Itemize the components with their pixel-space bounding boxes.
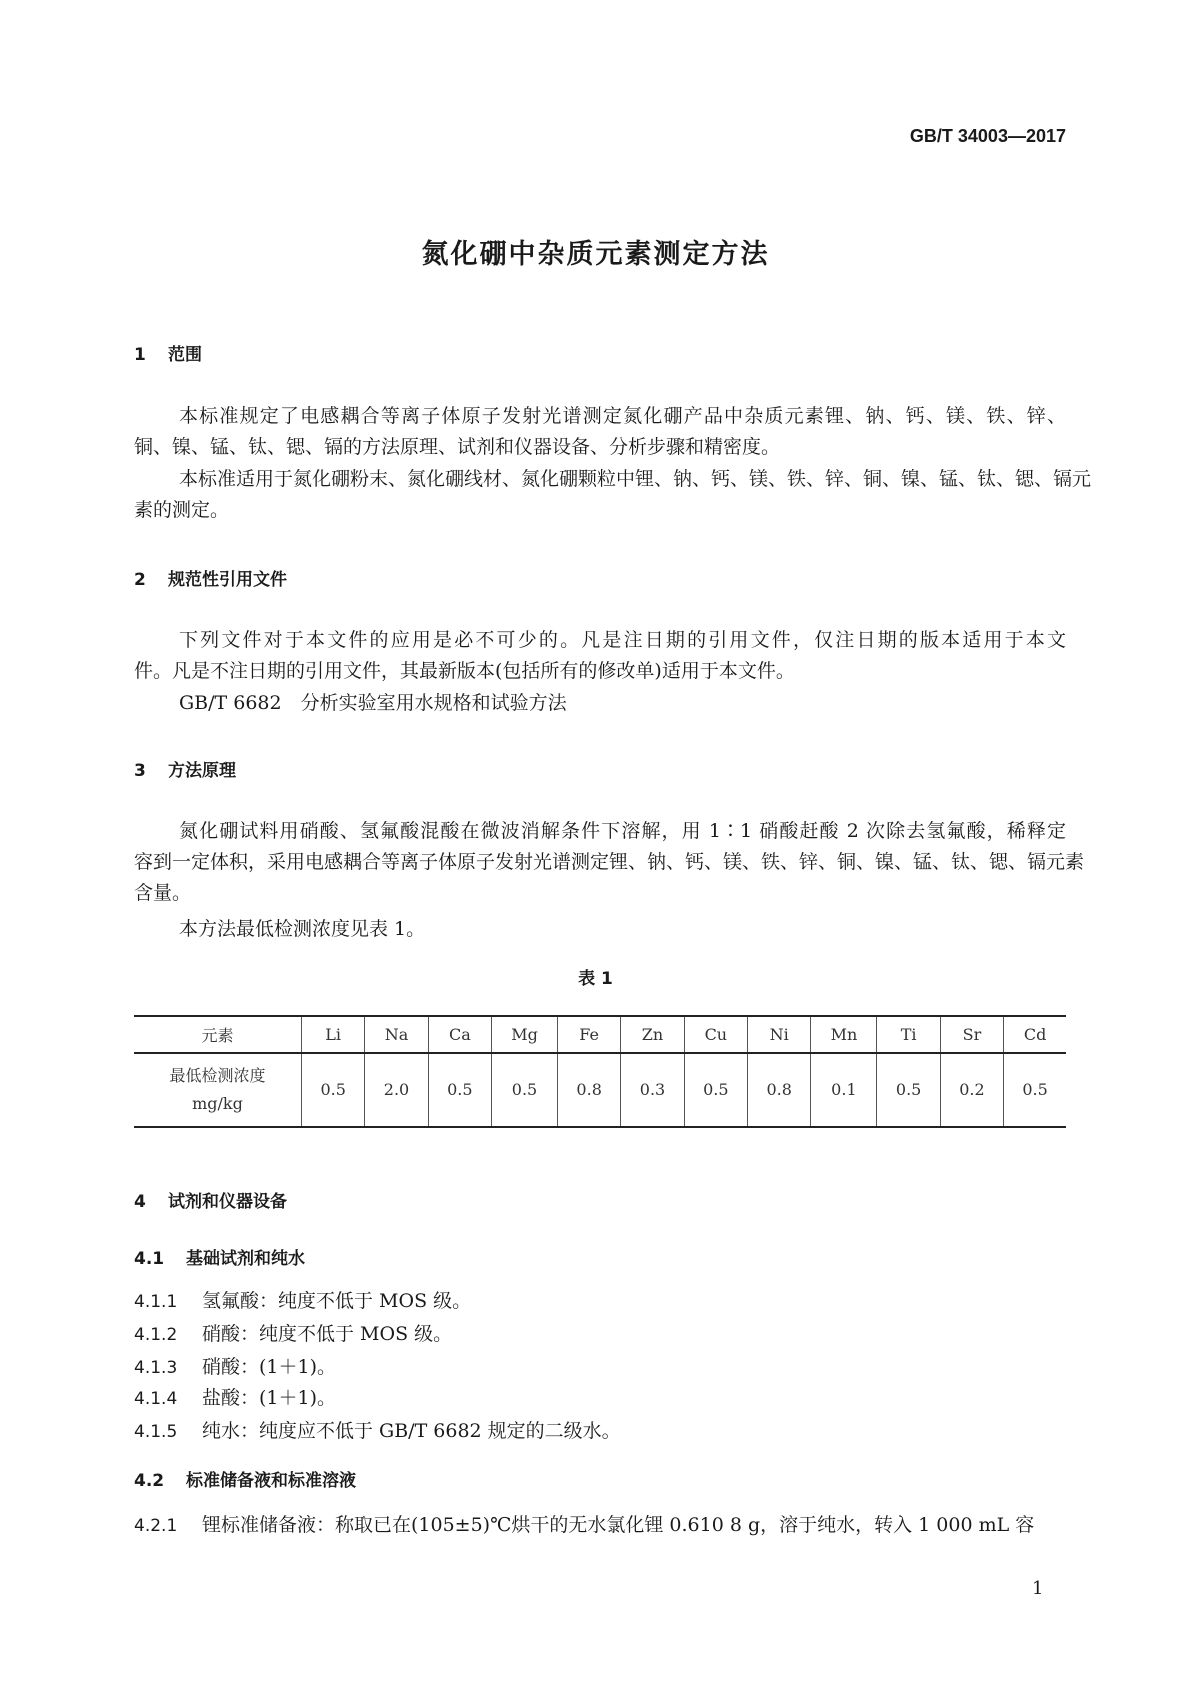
item-text: 盐酸：(1＋1)。	[202, 1387, 337, 1409]
subsection-heading-4-2	[134, 1466, 356, 1491]
header-cell: Zn	[621, 1016, 684, 1053]
item-text: 锂标准储备液：称取已在(105±5)℃烘干的无水氯化锂 0.610 8 g，溶于纯水，转入 1 000 mL 容	[202, 1514, 1035, 1536]
header-cell: Ti	[877, 1016, 940, 1053]
subsection-title: 标准储备液和标准溶液	[186, 1471, 356, 1491]
item-text: 硝酸：(1＋1)。	[202, 1356, 337, 1378]
section-number: 4	[134, 1192, 146, 1212]
value-cell: 0.1	[811, 1053, 877, 1127]
item-number: 4.1.4	[134, 1389, 178, 1409]
item-number: 4.1.2	[134, 1325, 178, 1345]
header-cell: Li	[302, 1016, 365, 1053]
paragraph-line: 本标准适用于氮化硼粉末、氮化硼线材、氮化硼颗粒中锂、钠、钙、镁、铁、锌、铜、镍、锰、钛、锶、镉元	[179, 468, 1092, 490]
header-cell: Sr	[940, 1016, 1003, 1053]
subsection-number: 4.2	[134, 1471, 165, 1491]
section-heading-4	[134, 1187, 287, 1212]
list-item	[134, 1289, 1066, 1313]
header-cell: Ca	[428, 1016, 491, 1053]
header-cell: Na	[365, 1016, 428, 1053]
item-text: 氢氟酸：纯度不低于 MOS 级。	[202, 1290, 472, 1312]
row-label-cell	[134, 1053, 302, 1127]
item-number: 4.2.1	[134, 1516, 178, 1536]
subsection-number: 4.1	[134, 1249, 165, 1269]
paragraph-line: 件。凡是不注日期的引用文件，其最新版本(包括所有的修改单)适用于本文件。	[134, 660, 795, 682]
section-title: 规范性引用文件	[168, 570, 287, 590]
value-cell: 0.3	[621, 1053, 684, 1127]
item-number: 4.1.5	[134, 1422, 178, 1442]
value-cell: 0.5	[428, 1053, 491, 1127]
header-cell: Fe	[557, 1016, 620, 1053]
item-number: 4.1.1	[134, 1292, 178, 1312]
section-title: 试剂和仪器设备	[168, 1192, 287, 1212]
standard-number: GB/T 34003—2017	[909, 126, 1066, 146]
section-title: 范围	[168, 345, 202, 365]
header-cell: Cd	[1004, 1016, 1066, 1053]
table-row	[134, 1053, 1066, 1127]
list-item	[134, 1386, 1066, 1410]
paragraph-line: 素的测定。	[134, 499, 230, 521]
document-title: 氮化硼中杂质元素测定方法	[421, 239, 770, 270]
header-cell: 元素	[134, 1016, 302, 1053]
section-heading-3	[134, 756, 236, 781]
page-number: 1	[1032, 1578, 1044, 1599]
paragraph-line: 铜、镍、锰、钛、锶、镉的方法原理、试剂和仪器设备、分析步骤和精密度。	[134, 436, 781, 458]
item-text: 硝酸：纯度不低于 MOS 级。	[202, 1323, 453, 1345]
section-title: 方法原理	[168, 761, 236, 781]
detection-limit-table	[134, 1015, 1066, 1128]
value-cell: 0.8	[557, 1053, 620, 1127]
value-cell: 0.5	[877, 1053, 940, 1127]
list-item	[134, 1322, 1066, 1346]
section-heading-2	[134, 565, 287, 590]
section-heading-1	[134, 340, 202, 365]
paragraph-line: 本方法最低检测浓度见表 1。	[179, 918, 426, 940]
list-item	[134, 1419, 1066, 1443]
paragraph-line: 本标准规定了电感耦合等离子体原子发射光谱测定氮化硼产品中杂质元素锂、钠、钙、镁、铁、锌、	[179, 405, 1066, 427]
subsection-heading-4-1	[134, 1244, 305, 1269]
section-number: 1	[134, 345, 146, 365]
row-unit: mg/kg	[192, 1094, 243, 1113]
normative-reference: GB/T 6682 分析实验室用水规格和试验方法	[179, 692, 567, 714]
paragraph-line: 氮化硼试料用硝酸、氢氟酸混酸在微波消解条件下溶解，用 1∶1 硝酸赶酸 2 次除去氢氟酸，稀释定	[179, 820, 1066, 842]
section-number: 2	[134, 570, 146, 590]
value-cell: 2.0	[365, 1053, 428, 1127]
paragraph-line: 下列文件对于本文件的应用是必不可少的。凡是注日期的引用文件，仅注日期的版本适用于本文	[179, 629, 1066, 651]
table-header-row	[134, 1016, 1066, 1053]
list-item	[134, 1513, 1066, 1537]
table-caption: 表 1	[578, 969, 613, 989]
header-cell: Cu	[684, 1016, 747, 1053]
paragraph-line: 含量。	[134, 882, 192, 904]
value-cell: 0.5	[492, 1053, 558, 1127]
header-cell: Mg	[492, 1016, 558, 1053]
row-label: 最低检测浓度	[169, 1066, 266, 1085]
value-cell: 0.5	[684, 1053, 747, 1127]
header-cell: Mn	[811, 1016, 877, 1053]
value-cell: 0.5	[302, 1053, 365, 1127]
item-text: 纯水：纯度应不低于 GB/T 6682 规定的二级水。	[202, 1420, 621, 1442]
paragraph-line: 容到一定体积，采用电感耦合等离子体原子发射光谱测定锂、钠、钙、镁、铁、锌、铜、镍、锰、钛、锶、镉元素	[134, 851, 1085, 873]
header-cell: Ni	[748, 1016, 811, 1053]
section-number: 3	[134, 761, 146, 781]
item-number: 4.1.3	[134, 1358, 178, 1378]
value-cell: 0.8	[748, 1053, 811, 1127]
subsection-title: 基础试剂和纯水	[186, 1249, 305, 1269]
list-item	[134, 1355, 1066, 1379]
value-cell: 0.2	[940, 1053, 1003, 1127]
value-cell: 0.5	[1004, 1053, 1066, 1127]
